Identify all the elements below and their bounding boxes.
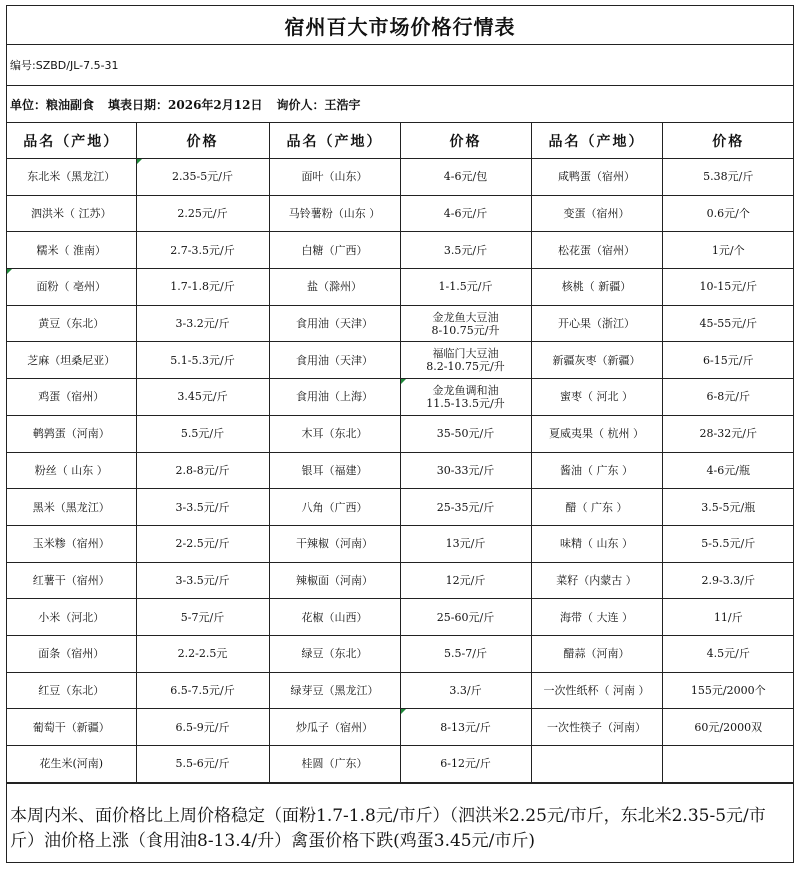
- header-name-col-1: 品名（产地）: [7, 123, 136, 159]
- table-row: [7, 599, 794, 636]
- item-price-cell: 60元/2000双: [662, 709, 794, 746]
- item-price-cell: 4.5元/斤: [662, 635, 794, 672]
- sheet-title: 宿州百大市场价格行情表: [7, 6, 793, 45]
- weekly-summary: 本周内米、面价格比上周价格稳定（面粉1.7-1.8元/市斤）（泗洪米2.25元/市斤，东北米2.35-5元/市斤）油价格上涨（食用油8-13.4/升）禽蛋价格下跌(鸡蛋3.45元/市斤): [7, 783, 793, 870]
- item-price-cell: 金龙鱼大豆油 8-10.75元/升: [400, 305, 531, 342]
- header-price-col-3: 价格: [662, 123, 794, 159]
- item-name-cell: 一次性纸杯（ 河南 ）: [531, 672, 662, 709]
- item-price-cell: 4-6元/瓶: [662, 452, 794, 489]
- item-name-cell: 红薯干（宿州）: [7, 562, 136, 599]
- item-name-cell: 醋（ 广东 ）: [531, 489, 662, 526]
- item-name-cell: 黑米（黑龙江）: [7, 489, 136, 526]
- item-price-cell: 2.8-8元/斤: [136, 452, 269, 489]
- item-price-cell: 6-12元/斤: [400, 746, 531, 783]
- document-code: 编号:SZBD/JL-7.5-31: [7, 45, 793, 86]
- item-name-cell: 新疆灰枣（新疆）: [531, 342, 662, 379]
- item-name-cell: 夏威夷果（ 杭州 ）: [531, 415, 662, 452]
- item-price-cell: 3.45元/斤: [136, 379, 269, 416]
- item-price-cell: 1元/个: [662, 232, 794, 269]
- item-price-cell: 3.3/斤: [400, 672, 531, 709]
- item-price-cell: 30-33元/斤: [400, 452, 531, 489]
- item-price-cell: 2-2.5元/斤: [136, 525, 269, 562]
- item-price-cell: 3-3.5元/斤: [136, 489, 269, 526]
- item-name-cell: 核桃（ 新疆）: [531, 269, 662, 306]
- item-price-cell: 6.5-7.5元/斤: [136, 672, 269, 709]
- item-price-cell: 5.5-6元/斤: [136, 746, 269, 783]
- item-price-cell: 3-3.2元/斤: [136, 305, 269, 342]
- table-row: [7, 452, 794, 489]
- item-name-cell: 一次性筷子（河南）: [531, 709, 662, 746]
- item-name-cell: 松花蛋（宿州）: [531, 232, 662, 269]
- item-name-cell: 马铃薯粉（山东 ）: [269, 195, 400, 232]
- header-name-col-2: 品名（产地）: [269, 123, 400, 159]
- header-row: [7, 123, 794, 159]
- item-price-cell: 35-50元/斤: [400, 415, 531, 452]
- item-name-cell: 糯米（ 淮南）: [7, 232, 136, 269]
- item-name-cell: 葡萄干（新疆）: [7, 709, 136, 746]
- table-row: [7, 415, 794, 452]
- fill-date: 填表日期：2026年2月12日: [108, 97, 263, 112]
- table-row: [7, 525, 794, 562]
- item-name-cell: 白糖（广西）: [269, 232, 400, 269]
- item-price-cell: 5.5元/斤: [136, 415, 269, 452]
- item-price-cell: 155元/2000个: [662, 672, 794, 709]
- item-name-cell: 干辣椒（河南）: [269, 525, 400, 562]
- table-row: [7, 269, 794, 306]
- table-row: [7, 746, 794, 783]
- item-name-cell: 食用油（天津）: [269, 305, 400, 342]
- unit-label: 单位：粮油副食: [10, 97, 95, 112]
- item-name-cell: 小米（河北）: [7, 599, 136, 636]
- table-row: [7, 709, 794, 746]
- item-name-cell: 咸鸭蛋（宿州）: [531, 159, 662, 196]
- item-name-cell: 木耳（东北）: [269, 415, 400, 452]
- item-price-cell: 13元/斤: [400, 525, 531, 562]
- header-price-col-1: 价格: [136, 123, 269, 159]
- table-row: [7, 672, 794, 709]
- item-price-cell: 5.5-7/斤: [400, 635, 531, 672]
- item-price-cell: 1-1.5元/斤: [400, 269, 531, 306]
- inquirer: 询价人：王浩宇: [276, 97, 361, 112]
- info-row: [7, 86, 793, 123]
- item-price-cell: 金龙鱼调和油 11.5-13.5元/升: [400, 379, 531, 416]
- item-name-cell: 银耳（福建）: [269, 452, 400, 489]
- item-price-cell: 25-35元/斤: [400, 489, 531, 526]
- item-name-cell: 酱油（ 广东 ）: [531, 452, 662, 489]
- item-name-cell: 红豆（东北）: [7, 672, 136, 709]
- item-price-cell: 4-6元/斤: [400, 195, 531, 232]
- item-price-cell: 2.9-3.3/斤: [662, 562, 794, 599]
- item-price-cell: 10-15元/斤: [662, 269, 794, 306]
- item-price-cell: 1.7-1.8元/斤: [136, 269, 269, 306]
- item-price-cell: 4-6元/包: [400, 159, 531, 196]
- table-row: [7, 159, 794, 196]
- item-price-cell: [662, 746, 794, 783]
- item-name-cell: 芝麻（坦桑尼亚）: [7, 342, 136, 379]
- item-name-cell: 蜜枣（ 河北 ）: [531, 379, 662, 416]
- item-name-cell: 变蛋（宿州）: [531, 195, 662, 232]
- item-price-cell: 6.5-9元/斤: [136, 709, 269, 746]
- item-price-cell: 5-5.5元/斤: [662, 525, 794, 562]
- item-name-cell: 海带（ 大连 ）: [531, 599, 662, 636]
- item-name-cell: 辣椒面（河南）: [269, 562, 400, 599]
- header-price-col-2: 价格: [400, 123, 531, 159]
- price-sheet: [6, 5, 794, 863]
- item-name-cell: 绿芽豆（黑龙江）: [269, 672, 400, 709]
- item-name-cell: 盐（滁州）: [269, 269, 400, 306]
- item-name-cell: 桂圆（广东）: [269, 746, 400, 783]
- item-price-cell: 5-7元/斤: [136, 599, 269, 636]
- item-name-cell: 炒瓜子（宿州）: [269, 709, 400, 746]
- item-price-cell: 12元/斤: [400, 562, 531, 599]
- item-price-cell: 45-55元/斤: [662, 305, 794, 342]
- item-name-cell: 开心果（浙江）: [531, 305, 662, 342]
- item-name-cell: 醋蒜（河南）: [531, 635, 662, 672]
- table-row: [7, 232, 794, 269]
- item-price-cell: 福临门大豆油 8.2-10.75元/升: [400, 342, 531, 379]
- item-price-cell: 3.5-5元/瓶: [662, 489, 794, 526]
- item-price-cell: 5.38元/斤: [662, 159, 794, 196]
- header-name-col-3: 品名（产地）: [531, 123, 662, 159]
- table-row: [7, 562, 794, 599]
- item-price-cell: 6-15元/斤: [662, 342, 794, 379]
- item-name-cell: 八角（广西）: [269, 489, 400, 526]
- item-name-cell: 花椒（山西）: [269, 599, 400, 636]
- item-price-cell: 0.6元/个: [662, 195, 794, 232]
- item-price-cell: 3.5元/斤: [400, 232, 531, 269]
- item-name-cell: 粉丝（ 山东 ）: [7, 452, 136, 489]
- item-name-cell: 绿豆（东北）: [269, 635, 400, 672]
- item-name-cell: 花生米(河南): [7, 746, 136, 783]
- item-name-cell: 面粉（ 亳州）: [7, 269, 136, 306]
- table-row: [7, 489, 794, 526]
- item-price-cell: 8-13元/斤: [400, 709, 531, 746]
- item-price-cell: 11/斤: [662, 599, 794, 636]
- item-name-cell: 味精（ 山东 ）: [531, 525, 662, 562]
- item-price-cell: 2.35-5元/斤: [136, 159, 269, 196]
- item-name-cell: 菜籽（内蒙古 ）: [531, 562, 662, 599]
- item-name-cell: 鸡蛋（宿州）: [7, 379, 136, 416]
- item-price-cell: 25-60元/斤: [400, 599, 531, 636]
- item-name-cell: 东北米（黑龙江）: [7, 159, 136, 196]
- item-price-cell: 3-3.5元/斤: [136, 562, 269, 599]
- item-name-cell: 泗洪米（ 江苏）: [7, 195, 136, 232]
- item-price-cell: 6-8元/斤: [662, 379, 794, 416]
- item-name-cell: 鹌鹑蛋（河南）: [7, 415, 136, 452]
- item-price-cell: 2.25元/斤: [136, 195, 269, 232]
- table-row: [7, 195, 794, 232]
- item-name-cell: 食用油（天津）: [269, 342, 400, 379]
- table-row: [7, 342, 794, 379]
- item-name-cell: [531, 746, 662, 783]
- item-name-cell: 玉米糁（宿州）: [7, 525, 136, 562]
- item-price-cell: 5.1-5.3元/斤: [136, 342, 269, 379]
- item-name-cell: 黄豆（东北）: [7, 305, 136, 342]
- price-table: [7, 123, 794, 783]
- item-price-cell: 28-32元/斤: [662, 415, 794, 452]
- item-price-cell: 2.2-2.5元: [136, 635, 269, 672]
- item-name-cell: 食用油（上海）: [269, 379, 400, 416]
- item-name-cell: 面叶（山东）: [269, 159, 400, 196]
- table-row: [7, 635, 794, 672]
- item-price-cell: 2.7-3.5元/斤: [136, 232, 269, 269]
- table-row: [7, 305, 794, 342]
- table-row: [7, 379, 794, 416]
- item-name-cell: 面条（宿州）: [7, 635, 136, 672]
